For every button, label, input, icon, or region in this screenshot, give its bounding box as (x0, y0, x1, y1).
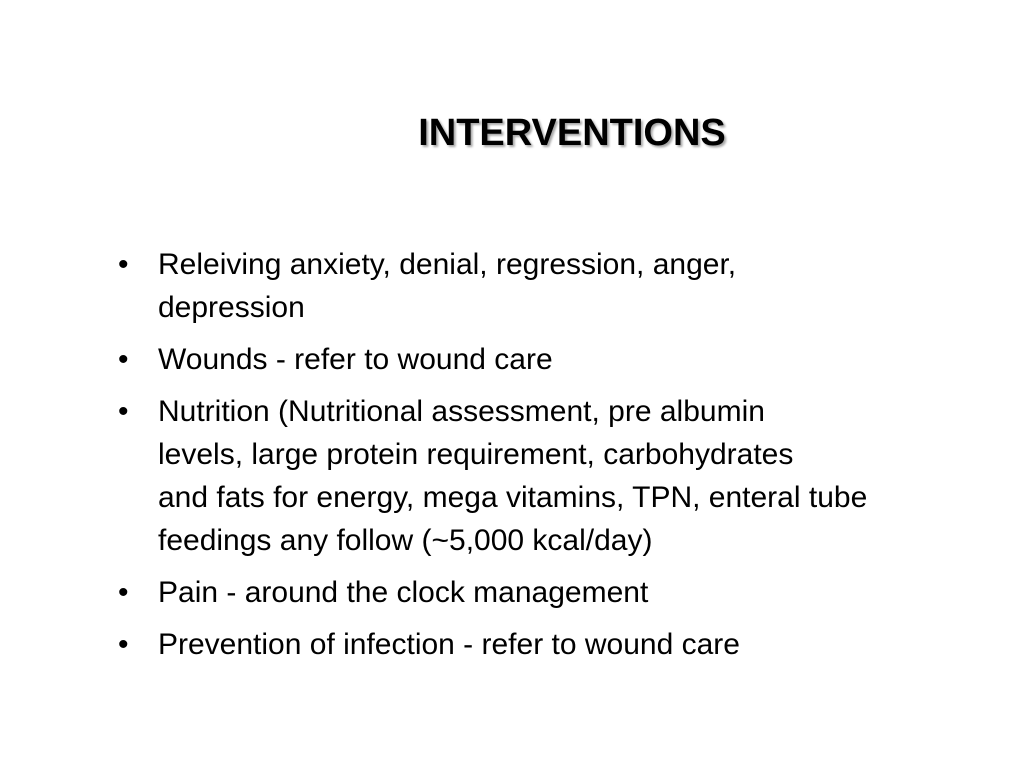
bullet-list (118, 243, 1018, 675)
bullet-line: Nutrition (Nutritional assessment, pre albumin (158, 395, 765, 428)
bullet-text (158, 623, 1018, 666)
bullet-line: levels, large protein requirement, carbohydrates (158, 438, 794, 471)
list-item (118, 623, 1018, 666)
bullet-icon: • (118, 628, 129, 661)
bullet-line: Prevention of infection - refer to wound care (158, 628, 740, 661)
bullet-line: Releiving anxiety, denial, regression, anger, (158, 248, 737, 281)
list-item (118, 390, 1018, 562)
bullet-line: depression (158, 291, 305, 324)
bullet-icon: • (118, 395, 129, 428)
bullet-text (158, 338, 1018, 381)
list-item (118, 338, 1018, 381)
list-item (118, 571, 1018, 614)
bullet-line: feedings any follow (~5,000 kcal/day) (158, 524, 653, 557)
list-item (118, 243, 1018, 329)
bullet-icon: • (118, 343, 129, 376)
bullet-text (158, 390, 1018, 562)
bullet-icon: • (118, 248, 129, 281)
bullet-text (158, 243, 1018, 329)
bullet-line: Pain - around the clock management (158, 576, 649, 609)
bullet-line: and fats for energy, mega vitamins, TPN, enteral tube (158, 481, 868, 514)
slide-title: INTERVENTIONS (418, 112, 726, 154)
bullet-line: Wounds - refer to wound care (158, 343, 553, 376)
bullet-icon: • (118, 576, 129, 609)
bullet-text (158, 571, 1018, 614)
